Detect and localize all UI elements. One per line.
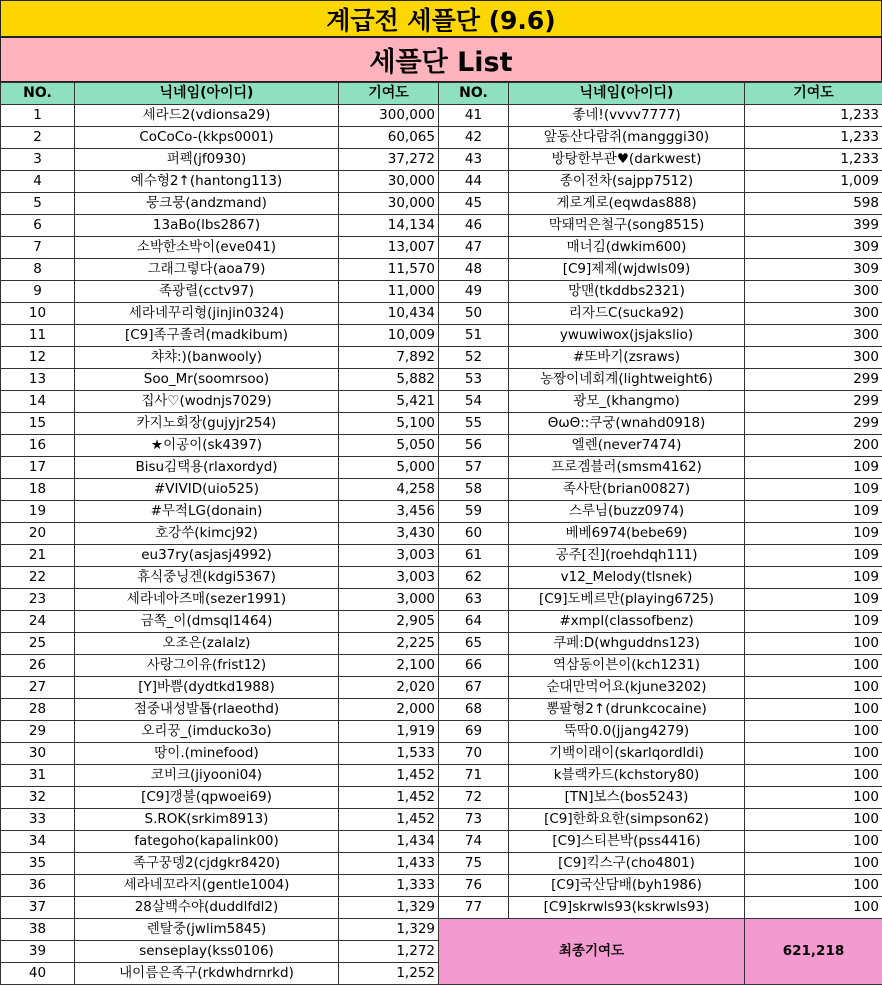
row-contribution: 1,452 [339, 809, 439, 831]
row-nickname: Soo_Mr(soomrsoo) [75, 369, 339, 391]
table-row [1, 479, 882, 501]
row-nickname: 사랑그이유(frist12) [75, 655, 339, 677]
row-number: 11 [1, 325, 75, 347]
row-contribution: 300 [745, 281, 882, 303]
row-number: 77 [439, 897, 509, 919]
row-nickname: 방탕한부관♥(darkwest) [509, 149, 745, 171]
row-contribution: 3,000 [339, 589, 439, 611]
row-contribution: 30,000 [339, 193, 439, 215]
header-no-right: NO. [439, 83, 509, 105]
row-number: 45 [439, 193, 509, 215]
row-number: 12 [1, 347, 75, 369]
row-nickname: [C9]skrwls93(kskrwls93) [509, 897, 745, 919]
row-number: 30 [1, 743, 75, 765]
table-row [1, 875, 882, 897]
row-nickname: 렌탈중(jwlim5845) [75, 919, 339, 941]
row-number: 38 [1, 919, 75, 941]
row-number: 53 [439, 369, 509, 391]
row-nickname: [C9]국산담배(byh1986) [509, 875, 745, 897]
row-number: 34 [1, 831, 75, 853]
row-number: 68 [439, 699, 509, 721]
row-nickname: 좋네!(vvvv7777) [509, 105, 745, 127]
row-number: 43 [439, 149, 509, 171]
row-contribution: 4,258 [339, 479, 439, 501]
row-number: 58 [439, 479, 509, 501]
row-nickname: 베베6974(bebe69) [509, 523, 745, 545]
row-contribution: 100 [745, 831, 882, 853]
row-number: 28 [1, 699, 75, 721]
row-contribution: 3,430 [339, 523, 439, 545]
row-contribution: 109 [745, 523, 882, 545]
row-number: 21 [1, 545, 75, 567]
header-nickname-right: 닉네임(아이디) [509, 83, 745, 105]
row-nickname: 기백이래이(skarlqordldi) [509, 743, 745, 765]
row-nickname: 세라드2(vdionsa29) [75, 105, 339, 127]
row-number: 19 [1, 501, 75, 523]
row-nickname: [C9]스티븐박(pss4416) [509, 831, 745, 853]
row-contribution: 100 [745, 897, 882, 919]
row-nickname: 쿠페:D(whguddns123) [509, 633, 745, 655]
row-contribution: 109 [745, 501, 882, 523]
row-contribution: 2,100 [339, 655, 439, 677]
table-row [1, 215, 882, 237]
contribution-table [0, 82, 882, 985]
row-number: 66 [439, 655, 509, 677]
row-nickname: [C9]킥스구(cho4801) [509, 853, 745, 875]
row-nickname: k블랙카드(kchstory80) [509, 765, 745, 787]
row-contribution: 300 [745, 325, 882, 347]
row-contribution: 5,421 [339, 391, 439, 413]
row-number: 57 [439, 457, 509, 479]
row-nickname: 리자드C(sucka92) [509, 303, 745, 325]
row-number: 23 [1, 589, 75, 611]
row-contribution: 109 [745, 457, 882, 479]
header-no-left: NO. [1, 83, 75, 105]
row-contribution: 3,456 [339, 501, 439, 523]
row-nickname: 앞동산다람쥐(mangggi30) [509, 127, 745, 149]
row-nickname: 오조은(zalalz) [75, 633, 339, 655]
row-number: 3 [1, 149, 75, 171]
row-number: 54 [439, 391, 509, 413]
header-contribution-right: 기여도 [745, 83, 882, 105]
row-number: 2 [1, 127, 75, 149]
row-contribution: 2,020 [339, 677, 439, 699]
row-number: 37 [1, 897, 75, 919]
sheet-subtitle: 세플단 List [0, 37, 882, 82]
row-number: 41 [439, 105, 509, 127]
row-number: 72 [439, 787, 509, 809]
row-contribution: 200 [745, 435, 882, 457]
row-contribution: 2,000 [339, 699, 439, 721]
row-number: 46 [439, 215, 509, 237]
row-number: 52 [439, 347, 509, 369]
row-contribution: 100 [745, 655, 882, 677]
table-row [1, 369, 882, 391]
row-nickname: 역삼동이븐이(kch1231) [509, 655, 745, 677]
row-nickname: #또바기(zsraws) [509, 347, 745, 369]
table-row [1, 897, 882, 919]
table-row [1, 259, 882, 281]
table-row [1, 721, 882, 743]
table-row [1, 743, 882, 765]
row-number: 29 [1, 721, 75, 743]
row-contribution: 598 [745, 193, 882, 215]
row-nickname: S.ROK(srkim8913) [75, 809, 339, 831]
row-contribution: 13,007 [339, 237, 439, 259]
row-number: 49 [439, 281, 509, 303]
table-row [1, 677, 882, 699]
row-contribution: 100 [745, 677, 882, 699]
row-number: 60 [439, 523, 509, 545]
row-nickname: 공주[진](roehdqh111) [509, 545, 745, 567]
row-contribution: 100 [745, 875, 882, 897]
row-contribution: 1,433 [339, 853, 439, 875]
row-nickname: [C9]도베르만(playing6725) [509, 589, 745, 611]
row-nickname: 28살백수야(duddlfdl2) [75, 897, 339, 919]
row-nickname: 코비크(jiyooni04) [75, 765, 339, 787]
table-row [1, 127, 882, 149]
row-number: 20 [1, 523, 75, 545]
row-contribution: 100 [745, 809, 882, 831]
row-number: 16 [1, 435, 75, 457]
row-contribution: 299 [745, 413, 882, 435]
row-contribution: 1,452 [339, 787, 439, 809]
row-number: 4 [1, 171, 75, 193]
row-nickname: 땅이.(minefood) [75, 743, 339, 765]
row-nickname: #VIVID(uio525) [75, 479, 339, 501]
row-contribution: 37,272 [339, 149, 439, 171]
row-nickname: [C9]족구졸려(madkibum) [75, 325, 339, 347]
table-row [1, 831, 882, 853]
row-nickname: 매너김(dwkim600) [509, 237, 745, 259]
row-number: 8 [1, 259, 75, 281]
row-nickname: 카지노회장(gujyjr254) [75, 413, 339, 435]
row-contribution: 300,000 [339, 105, 439, 127]
row-number: 1 [1, 105, 75, 127]
row-nickname: 챠챠:)(banwooly) [75, 347, 339, 369]
row-number: 69 [439, 721, 509, 743]
row-number: 56 [439, 435, 509, 457]
row-contribution: 100 [745, 743, 882, 765]
row-number: 5 [1, 193, 75, 215]
row-contribution: 300 [745, 347, 882, 369]
row-nickname: fategoho(kapalink00) [75, 831, 339, 853]
row-contribution: 1,233 [745, 127, 882, 149]
table-row [1, 171, 882, 193]
row-number: 22 [1, 567, 75, 589]
row-number: 74 [439, 831, 509, 853]
row-contribution: 3,003 [339, 567, 439, 589]
row-nickname: 스루님(buzz0974) [509, 501, 745, 523]
row-contribution: 14,134 [339, 215, 439, 237]
row-number: 44 [439, 171, 509, 193]
row-contribution: 109 [745, 589, 882, 611]
row-contribution: 1,329 [339, 897, 439, 919]
table-row [1, 853, 882, 875]
row-nickname: eu37ry(asjasj4992) [75, 545, 339, 567]
row-number: 18 [1, 479, 75, 501]
row-nickname: 점중내성발톱(rlaeothd) [75, 699, 339, 721]
row-nickname: 뽕팔형2↑(drunkcocaine) [509, 699, 745, 721]
row-nickname: [C9]제제(wjdwls09) [509, 259, 745, 281]
table-row [1, 545, 882, 567]
row-contribution: 1,919 [339, 721, 439, 743]
table-row [1, 303, 882, 325]
row-number: 63 [439, 589, 509, 611]
row-nickname: Bisu김택용(rlaxordyd) [75, 457, 339, 479]
row-nickname: #xmpl(classofbenz) [509, 611, 745, 633]
row-nickname: [TN]보스(bos5243) [509, 787, 745, 809]
row-number: 25 [1, 633, 75, 655]
row-number: 40 [1, 963, 75, 985]
row-contribution: 1,452 [339, 765, 439, 787]
row-contribution: 2,905 [339, 611, 439, 633]
row-number: 9 [1, 281, 75, 303]
row-nickname: [Y]바쁨(dydtkd1988) [75, 677, 339, 699]
row-contribution: 309 [745, 259, 882, 281]
row-number: 51 [439, 325, 509, 347]
row-nickname: 족사탄(brian00827) [509, 479, 745, 501]
row-nickname: ΘωΘ::쿠궁(wnahd0918) [509, 413, 745, 435]
row-nickname: 농짱이네회계(lightweight6) [509, 369, 745, 391]
row-contribution: 10,434 [339, 303, 439, 325]
row-contribution: 5,100 [339, 413, 439, 435]
row-number: 67 [439, 677, 509, 699]
row-number: 14 [1, 391, 75, 413]
row-contribution: 11,570 [339, 259, 439, 281]
row-nickname: 오리꿍_(imducko3o) [75, 721, 339, 743]
row-number: 7 [1, 237, 75, 259]
row-contribution: 1,333 [339, 875, 439, 897]
header-contribution-left: 기여도 [339, 83, 439, 105]
row-contribution: 5,882 [339, 369, 439, 391]
row-nickname: 세라네꼬라지(gentle1004) [75, 875, 339, 897]
row-nickname: 프로겜블러(smsm4162) [509, 457, 745, 479]
row-number: 35 [1, 853, 75, 875]
row-nickname: 세라네꾸리형(jinjin0324) [75, 303, 339, 325]
row-nickname: #무적LG(donain) [75, 501, 339, 523]
row-number: 62 [439, 567, 509, 589]
row-nickname: 소박한소박이(eve041) [75, 237, 339, 259]
row-contribution: 399 [745, 215, 882, 237]
row-nickname: 막돼먹은철구(song8515) [509, 215, 745, 237]
row-contribution: 100 [745, 787, 882, 809]
row-nickname: CoCoCo-(kkps0001) [75, 127, 339, 149]
table-row [1, 567, 882, 589]
row-contribution: 299 [745, 391, 882, 413]
row-contribution: 109 [745, 567, 882, 589]
row-nickname: ★이공이(sk4397) [75, 435, 339, 457]
row-contribution: 1,272 [339, 941, 439, 963]
table-row [1, 611, 882, 633]
row-number: 55 [439, 413, 509, 435]
row-contribution: 300 [745, 303, 882, 325]
row-number: 31 [1, 765, 75, 787]
row-contribution: 7,892 [339, 347, 439, 369]
row-number: 15 [1, 413, 75, 435]
row-nickname: 엘렌(never7474) [509, 435, 745, 457]
table-row [1, 193, 882, 215]
row-nickname: 족구꿍뎅2(cjdgkr8420) [75, 853, 339, 875]
table-row [1, 391, 882, 413]
row-nickname: 그래그렇다(aoa79) [75, 259, 339, 281]
row-contribution: 100 [745, 853, 882, 875]
row-nickname: 뭉크뭉(andzmand) [75, 193, 339, 215]
row-contribution: 3,003 [339, 545, 439, 567]
row-contribution: 299 [745, 369, 882, 391]
row-number: 61 [439, 545, 509, 567]
row-nickname: 휴식중닝겐(kdgi5367) [75, 567, 339, 589]
row-nickname: 순대만먹어요(kjune3202) [509, 677, 745, 699]
table-row [1, 765, 882, 787]
row-contribution: 11,000 [339, 281, 439, 303]
row-contribution: 1,233 [745, 149, 882, 171]
row-number: 33 [1, 809, 75, 831]
row-nickname: 13aBo(lbs2867) [75, 215, 339, 237]
row-number: 13 [1, 369, 75, 391]
row-number: 17 [1, 457, 75, 479]
table-row [1, 787, 882, 809]
row-contribution: 5,050 [339, 435, 439, 457]
total-value: 621,218 [745, 919, 882, 985]
row-number: 32 [1, 787, 75, 809]
row-nickname: 호강쑤(kimcj92) [75, 523, 339, 545]
row-number: 73 [439, 809, 509, 831]
row-number: 42 [439, 127, 509, 149]
row-contribution: 100 [745, 633, 882, 655]
table-row [1, 347, 882, 369]
row-contribution: 100 [745, 721, 882, 743]
row-number: 65 [439, 633, 509, 655]
table-row [1, 435, 882, 457]
table-row [1, 699, 882, 721]
row-number: 64 [439, 611, 509, 633]
row-number: 75 [439, 853, 509, 875]
row-nickname: 퍼펙(jf0930) [75, 149, 339, 171]
table-row [1, 589, 882, 611]
row-contribution: 1,434 [339, 831, 439, 853]
row-contribution: 10,009 [339, 325, 439, 347]
table-row [1, 633, 882, 655]
row-number: 39 [1, 941, 75, 963]
total-label: 최종기여도 [439, 919, 745, 985]
table-row [1, 325, 882, 347]
table-row [1, 105, 882, 127]
row-contribution: 60,065 [339, 127, 439, 149]
row-nickname: 족광렬(cctv97) [75, 281, 339, 303]
row-contribution: 1,233 [745, 105, 882, 127]
row-contribution: 1,329 [339, 919, 439, 941]
row-number: 36 [1, 875, 75, 897]
row-number: 70 [439, 743, 509, 765]
sheet-title: 계급전 세플단 (9.6) [0, 0, 882, 37]
row-nickname: 망맨(tkddbs2321) [509, 281, 745, 303]
table-row [1, 655, 882, 677]
row-contribution: 100 [745, 699, 882, 721]
row-contribution: 109 [745, 545, 882, 567]
row-nickname: 금쪽_이(dmsql1464) [75, 611, 339, 633]
row-nickname: 종이전차(sajpp7512) [509, 171, 745, 193]
row-contribution: 109 [745, 611, 882, 633]
table-row [1, 237, 882, 259]
table-row [1, 919, 882, 941]
row-number: 26 [1, 655, 75, 677]
header-nickname-left: 닉네임(아이디) [75, 83, 339, 105]
table-row [1, 809, 882, 831]
row-number: 50 [439, 303, 509, 325]
row-contribution: 1,252 [339, 963, 439, 985]
row-number: 47 [439, 237, 509, 259]
row-number: 27 [1, 677, 75, 699]
row-number: 48 [439, 259, 509, 281]
table-row [1, 413, 882, 435]
row-number: 6 [1, 215, 75, 237]
row-number: 76 [439, 875, 509, 897]
row-contribution: 100 [745, 765, 882, 787]
table-row [1, 523, 882, 545]
table-row [1, 149, 882, 171]
row-nickname: [C9]갱불(qpwoei69) [75, 787, 339, 809]
table-row [1, 501, 882, 523]
row-contribution: 309 [745, 237, 882, 259]
table-row [1, 281, 882, 303]
row-contribution: 30,000 [339, 171, 439, 193]
row-contribution: 109 [745, 479, 882, 501]
row-number: 24 [1, 611, 75, 633]
row-nickname: 게로게로(eqwdas888) [509, 193, 745, 215]
row-contribution: 5,000 [339, 457, 439, 479]
row-nickname: senseplay(kss0106) [75, 941, 339, 963]
row-number: 10 [1, 303, 75, 325]
row-nickname: [C9]한화요한(simpson62) [509, 809, 745, 831]
row-nickname: 광모_(khangmo) [509, 391, 745, 413]
row-nickname: 세라네아즈매(sezer1991) [75, 589, 339, 611]
row-nickname: v12_Melody(tlsnek) [509, 567, 745, 589]
row-contribution: 1,533 [339, 743, 439, 765]
row-number: 59 [439, 501, 509, 523]
row-contribution: 2,225 [339, 633, 439, 655]
row-nickname: ywuwiwox(jsjakslio) [509, 325, 745, 347]
row-nickname: 예수형2↑(hantong113) [75, 171, 339, 193]
row-number: 71 [439, 765, 509, 787]
row-nickname: 내이름은족구(rkdwhdrnrkd) [75, 963, 339, 985]
table-row [1, 457, 882, 479]
header-row [1, 83, 882, 105]
row-nickname: 뚝딱0.0(jjang4279) [509, 721, 745, 743]
row-contribution: 1,009 [745, 171, 882, 193]
row-nickname: 집사♡(wodnjs7029) [75, 391, 339, 413]
